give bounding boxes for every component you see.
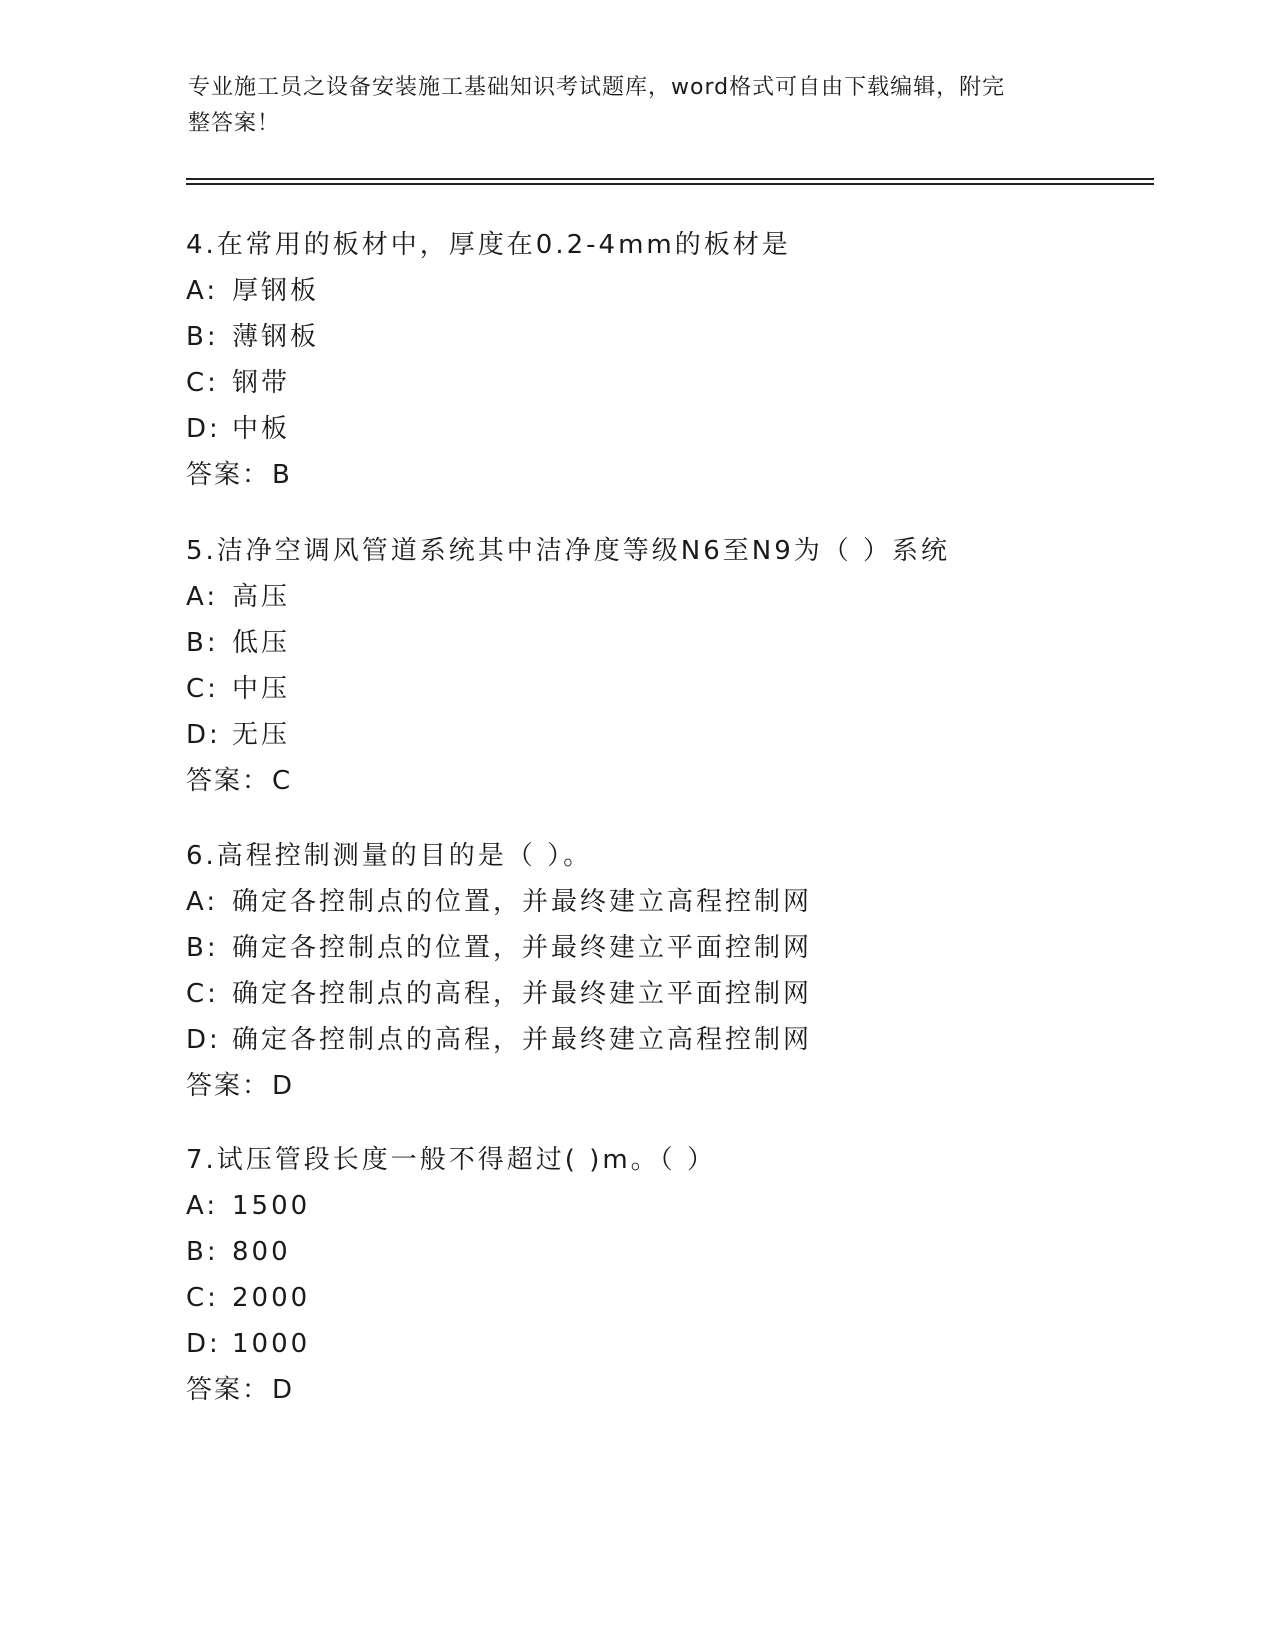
option-c — [186, 666, 1146, 712]
option-text: 1500 — [232, 1191, 311, 1221]
option-letter: B: — [186, 933, 219, 963]
option-text: 确定各控制点的高程，并最终建立高程控制网 — [232, 1025, 813, 1055]
option-a — [186, 268, 1146, 314]
answer-label: 答案： — [186, 460, 271, 490]
header-divider-top — [186, 178, 1154, 180]
option-d — [186, 712, 1146, 758]
option-text: 800 — [232, 1237, 291, 1267]
header-line-1: 专业施工员之设备安装施工基础知识考试题库，word格式可自由下载编辑，附完 — [188, 75, 1006, 100]
option-text: 薄钢板 — [232, 322, 320, 352]
option-a — [186, 1183, 1146, 1229]
answer-value: D — [272, 1375, 294, 1405]
question-6 — [186, 833, 1146, 1109]
option-text: 中板 — [232, 414, 291, 444]
answer-line — [186, 758, 1146, 804]
option-letter: A: — [186, 1191, 219, 1221]
option-letter: C: — [186, 1283, 219, 1313]
answer-value: D — [272, 1071, 294, 1101]
option-letter: C: — [186, 368, 219, 398]
option-text: 1000 — [232, 1329, 311, 1359]
answer-label: 答案： — [186, 1375, 271, 1405]
answer-line — [186, 452, 1146, 498]
answer-value: B — [272, 460, 291, 490]
option-d — [186, 1017, 1146, 1063]
option-text: 确定各控制点的位置，并最终建立平面控制网 — [232, 933, 813, 963]
option-b — [186, 1229, 1146, 1275]
question-stem: 4.在常用的板材中，厚度在0.2-4mm的板材是 — [186, 230, 791, 260]
answer-line — [186, 1063, 1146, 1109]
option-text: 低压 — [232, 628, 291, 658]
option-b — [186, 314, 1146, 360]
header-line-2: 整答案！ — [188, 111, 281, 136]
option-letter: C: — [186, 979, 219, 1009]
option-c — [186, 1275, 1146, 1321]
option-letter: D: — [186, 1329, 221, 1359]
option-text: 确定各控制点的位置，并最终建立高程控制网 — [232, 887, 813, 917]
option-letter: A: — [186, 887, 219, 917]
option-text: 厚钢板 — [232, 276, 320, 306]
option-text: 钢带 — [232, 368, 291, 398]
option-letter: B: — [186, 628, 219, 658]
option-d — [186, 1321, 1146, 1367]
option-text: 高压 — [232, 582, 291, 612]
option-d — [186, 406, 1146, 452]
option-text: 确定各控制点的高程，并最终建立平面控制网 — [232, 979, 813, 1009]
question-4 — [186, 222, 1146, 498]
answer-label: 答案： — [186, 1071, 271, 1101]
option-letter: B: — [186, 1237, 219, 1267]
header-divider-bottom — [186, 183, 1154, 185]
answer-value: C — [272, 766, 292, 796]
option-letter: D: — [186, 414, 221, 444]
option-letter: B: — [186, 322, 219, 352]
option-text: 中压 — [232, 674, 291, 704]
question-7 — [186, 1137, 1146, 1413]
document-header — [188, 70, 1068, 142]
option-a — [186, 574, 1146, 620]
option-a — [186, 879, 1146, 925]
option-text: 无压 — [232, 720, 291, 750]
answer-line — [186, 1367, 1146, 1413]
option-b — [186, 620, 1146, 666]
option-c — [186, 971, 1146, 1017]
question-5 — [186, 528, 1146, 804]
option-letter: D: — [186, 720, 221, 750]
question-stem: 5.洁净空调风管道系统其中洁净度等级N6至N9为（ ）系统 — [186, 536, 951, 566]
option-letter: D: — [186, 1025, 221, 1055]
option-letter: A: — [186, 582, 219, 612]
option-letter: C: — [186, 674, 219, 704]
question-stem: 6.高程控制测量的目的是（ ）。 — [186, 841, 593, 871]
question-stem: 7.试压管段长度一般不得超过( )m。（ ） — [186, 1145, 716, 1175]
option-text: 2000 — [232, 1283, 311, 1313]
option-letter: A: — [186, 276, 219, 306]
answer-label: 答案： — [186, 766, 271, 796]
option-c — [186, 360, 1146, 406]
option-b — [186, 925, 1146, 971]
